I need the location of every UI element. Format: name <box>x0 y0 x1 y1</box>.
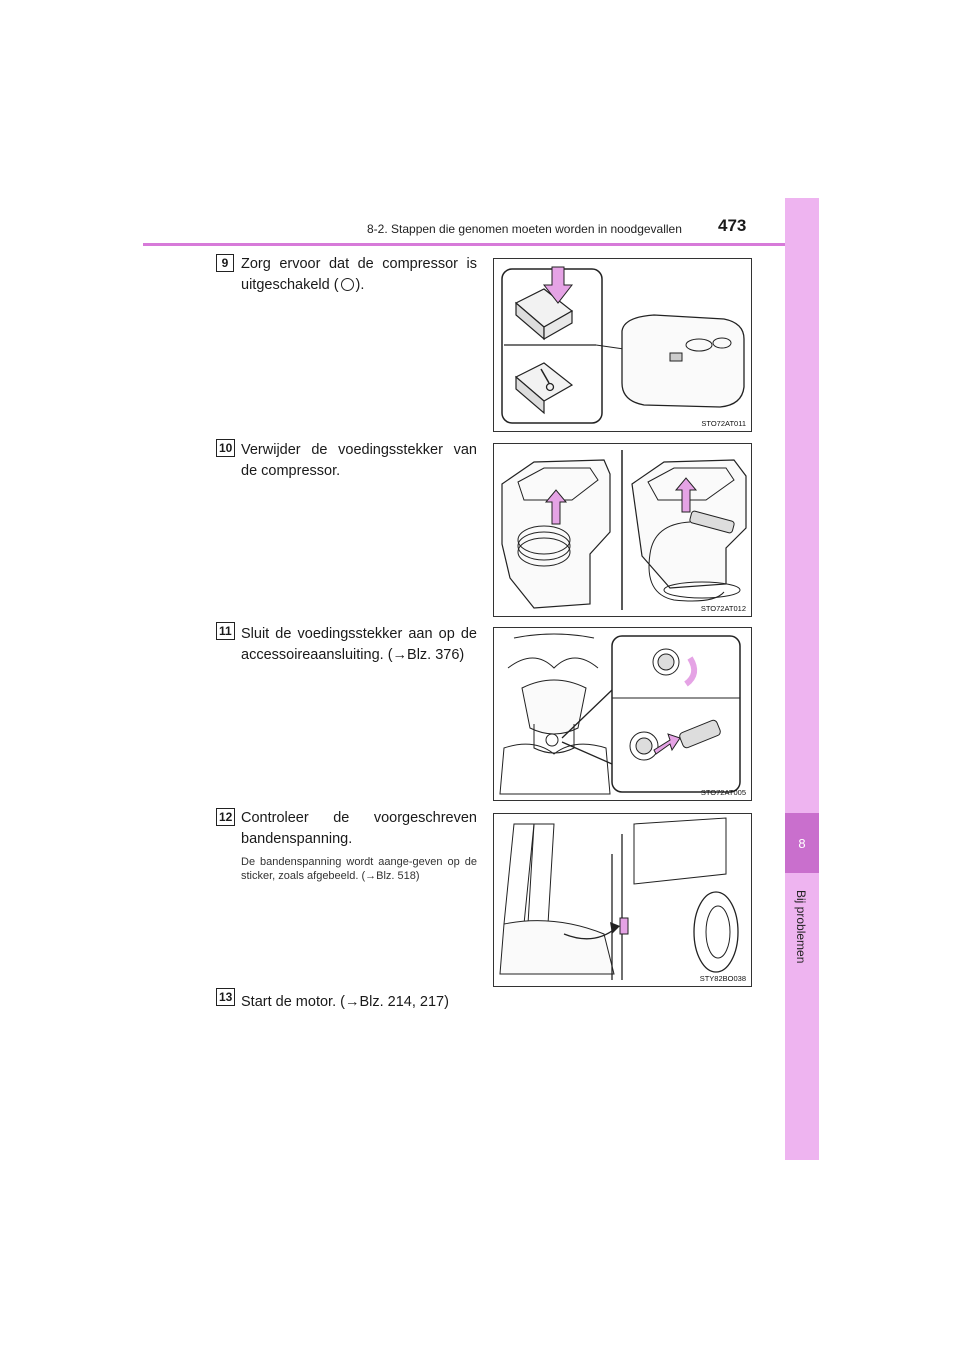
compressor-switch-illustration <box>494 259 751 431</box>
accessory-socket-illustration <box>494 628 751 800</box>
figure-code: STO72AT011 <box>701 419 746 428</box>
remove-plug-illustration <box>494 444 751 616</box>
step-9-text <box>241 254 477 296</box>
figure-remove-plug <box>493 443 752 617</box>
step-12-text: Controleer de voorgeschreven bandenspanning. <box>241 810 477 847</box>
step-9-text-after: ). <box>355 277 365 293</box>
page-number: 473 <box>718 216 747 235</box>
step-13-text: Start de motor. (→Blz. 214, 217) <box>241 994 449 1010</box>
step-number-11: 11 <box>216 622 235 640</box>
chapter-title: Bij problemen <box>794 890 808 964</box>
step-9-text-before: Zorg ervoor dat de compressor is uitgeschakeld ( <box>241 256 477 293</box>
header-divider <box>143 243 819 246</box>
figure-pressure-sticker <box>493 813 752 987</box>
figure-accessory-socket <box>493 627 752 801</box>
chapter-sidebar <box>785 198 819 1160</box>
chapter-number-tab: 8 <box>785 813 819 873</box>
step-number-13: 13 <box>216 988 235 1006</box>
section-title: 8-2. Stappen die genomen moeten worden in noodgevallen <box>367 222 682 236</box>
pressure-sticker-illustration <box>494 814 751 986</box>
step-11-text: Sluit de voedingsstekker aan op de accessoireaansluiting. (→Blz. 376) <box>241 626 477 663</box>
figure-compressor-switch <box>493 258 752 432</box>
step-10-text: Verwijder de voedingsstekker van de compressor. <box>241 442 477 479</box>
figure-code: STO72AT005 <box>700 788 746 797</box>
figure-code: STO72AT012 <box>700 604 746 613</box>
figure-code: STY82BO038 <box>699 974 746 983</box>
step-12-note: De bandenspanning wordt aange-geven op de sticker, zoals afgebeeld. (→Blz. 518) <box>241 856 477 882</box>
step-number-10: 10 <box>216 439 235 457</box>
power-off-icon <box>341 278 354 291</box>
step-number-12: 12 <box>216 808 235 826</box>
step-number-9: 9 <box>216 254 234 272</box>
